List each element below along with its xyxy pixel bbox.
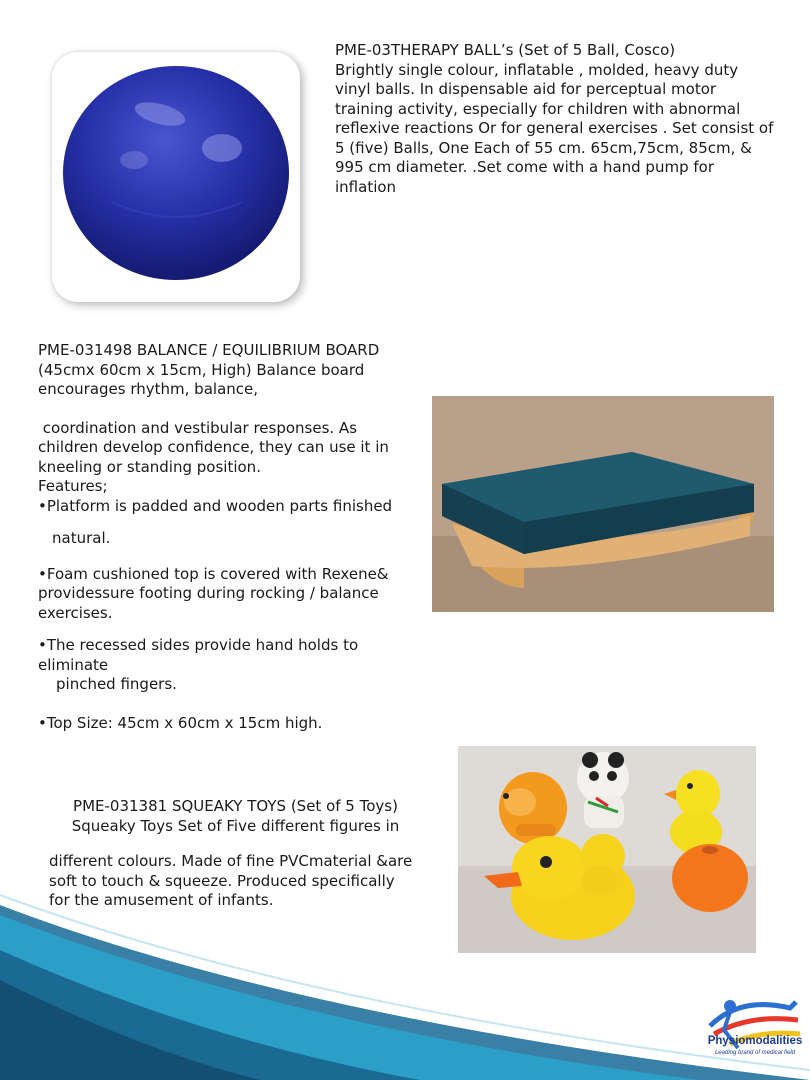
footer-swoosh-decoration <box>0 880 810 1080</box>
therapy-ball-section <box>335 41 779 197</box>
logo-name: Physiomodalities <box>707 1035 803 1047</box>
squeaky-toys-title: PME-031381 SQUEAKY TOYS (Set of 5 Toys) <box>73 797 398 815</box>
therapy-ball-title: PME-03THERAPY BALL’s (Set of 5 Ball, Cosco) <box>335 41 676 59</box>
therapy-ball-illustration <box>52 52 300 302</box>
therapy-ball-description: Brightly single colour, inflatable , molded, heavy duty vinyl balls. In dispensable aid for perceptual motor training activity, especially for children with abnormal reflexive reactions Or for general exercises . Set consist of 5 (five) Balls, One Each of 55 cm. 65cm,75cm, 85cm, & 995 cm diameter. .Set come with a hand pump for inflation <box>335 60 779 196</box>
balance-board-feature-1-continued: natural. <box>52 529 111 547</box>
logo-tagline: Leading brand of medical field <box>714 1050 796 1056</box>
balance-board-feature-4: •Top Size: 45cm x 60cm x 15cm high. <box>38 713 323 732</box>
balance-board-intro-continued: coordination and vestibular responses. As children develop confidence, they can use it in kneeling or standing position. <box>38 418 394 476</box>
balance-board-feature-1: •Platform is padded and wooden parts finished <box>38 496 393 515</box>
squeaky-toys-intro: Squeaky Toys Set of Five different figures in <box>71 816 400 835</box>
therapy-ball-image <box>52 52 300 302</box>
balance-board-title: PME-031498 BALANCE / EQUILIBRIUM BOARD <box>38 341 380 359</box>
squeaky-toys-section-header <box>38 797 433 836</box>
balance-board-image <box>432 396 774 612</box>
balance-board-features-heading: Features; <box>38 477 108 495</box>
balance-board-feature-3-continued: pinched fingers. <box>56 675 177 693</box>
balance-board-section <box>38 341 418 733</box>
balance-board-feature-3: •The recessed sides provide hand holds to eliminate <box>38 636 363 674</box>
balance-board-intro: (45cmx 60cm x 15cm, High) Balance board encourages rhythm, balance, <box>38 360 370 398</box>
physiomodalities-logo-icon <box>700 966 810 1076</box>
squeaky-toys-description: different colours. Made of fine PVCmaterial &are soft to touch & squeeze. Produced specifically for the amusement of infants. <box>49 852 417 909</box>
balance-board-feature-2: •Foam cushioned top is covered with Rexene& providessure footing during rocking / balance exercises. <box>38 564 394 622</box>
balance-board-illustration <box>432 396 774 612</box>
